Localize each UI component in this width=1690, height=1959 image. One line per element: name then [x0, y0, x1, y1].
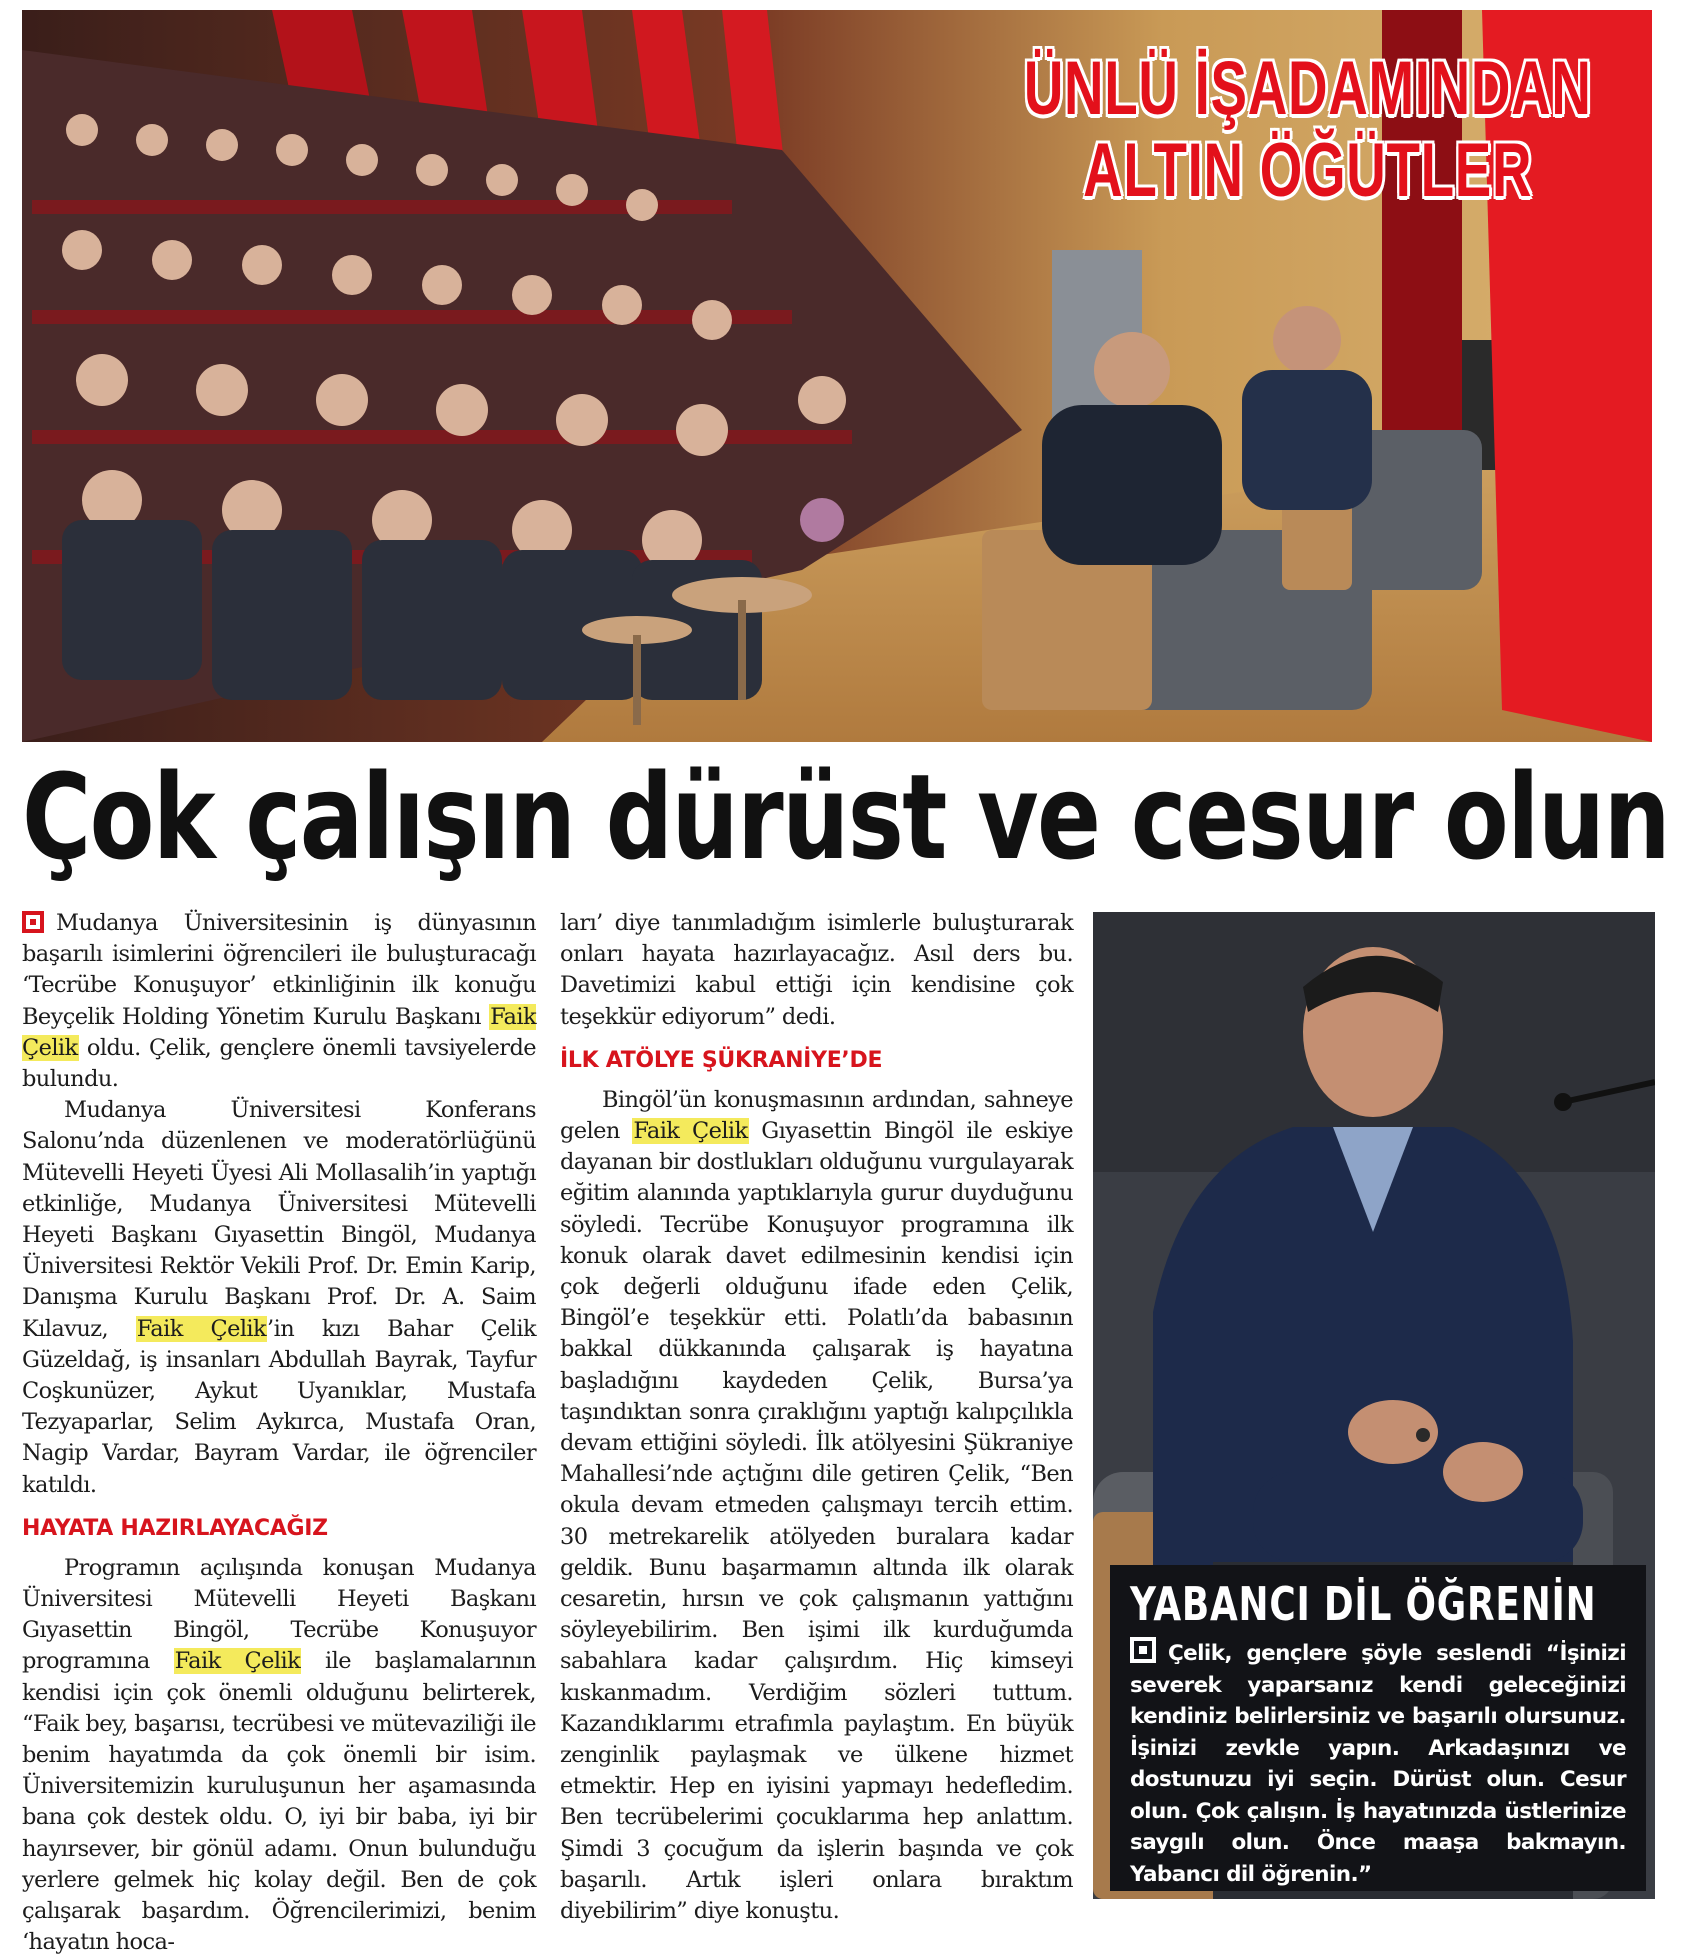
lead-paragraph: [22, 908, 536, 1095]
subheading-ilk-atolye: İLK ATÖLYE ŞÜKRANİYE’DE: [560, 1047, 883, 1073]
article-column-2: [560, 908, 1073, 1927]
article-headline: Çok çalışın dürüst ve cesur olun: [22, 748, 1670, 886]
paragraph-attendees: [22, 1095, 536, 1501]
sidebar-quote-text: Çelik, gençlere şöyle seslendi “İşinizi severek yaparsanız kendi geleceğinizi kendiniz belirlersiniz ve başarılı olursunuz. İşinizi zevkle yapın. Arkadaşınızı ve dostunuzu iyi seçin. Dürüst olun. Cesur olun. Çok çalışın. İş hayatınızda üstlerinize saygılı olun. Önce maaşa bakmayın. Yabancı dil öğrenin.”: [1130, 1641, 1626, 1887]
sidebar-title: YABANCI DİL ÖĞRENİN: [1130, 1577, 1597, 1631]
square-bullet-icon: [1130, 1637, 1156, 1663]
auditorium-photo: [22, 10, 1652, 742]
attendees-text-a: Mudanya Üniversitesi Konferans Salonu’nda düzenlenen ve moderatörlüğünü Mütevelli Heyeti Üyesi Ali Mollasalih’in yaptığı etkinliğe, Mudanya Üniversitesi Mütevelli Heyeti Başkanı Gıyasettin Bingöl, Mudanya Üniversitesi Rektör Vekili Prof. Dr. Emin Karip, Danışma Kurulu Başkanı Prof. Dr. A. Saim Kılavuz,: [22, 1097, 536, 1342]
opening-text-b: ile başlamalarının kendisi için çok önemli olduğunu belirterek, “Faik bey, başarısı, tecrübesi ve mütevaziliği ile benim hayatımda da çok önemli bir isim. Üniversitemizin kuruluşunun her aşamasında bana çok destek oldu. O, iyi bir baba, iyi bir hayırsever, bir gönül adamı. Onun bulunduğu yerlere gelmek hiç kolay değil. Ben de çok çalışarak başardım. Öğrencilerimizi, benim ‘hayatın hoca-: [22, 1648, 536, 1956]
sidebar-quote: [1130, 1637, 1626, 1890]
highlighted-name: Faik Çelik: [633, 1118, 748, 1145]
speech-text-b: Gıyasettin Bingöl ile eskiye dayanan bir dostlukları olduğunu vurgulayarak eğitim alanında yaptıklarıyla gurur duyduğunu söyledi. Tecrübe Konuşuyor programına ilk konuk olarak davet edilmesinin kendisi için çok değerli olduğunu ifade eden Çelik, Bingöl’e teşekkür etti. Polatlı’da babasının bakkal dükkanında çalışarak iş hayatına başladığını kaydeden Çelik, Bursa’ya taşındıktan sonra çıraklığını yaptığı kalıpçılıkla devam ettiğini söyledi. İlk atölyesini Şükraniye Mahallesi’nde açtığını dile getiren Çelik, “Ben okula devam etmeden çalışmayı tercih ettim. 30 metrekarelik atölyeden buralara kadar geldik. Bunu başarmamın altında ilk olarak cesaretin, hırsın ve çok çalışmanın yattığını söyleyebilirim. Ben işimi ilk kurduğumda sabahlara kadar çalışırdım. Hiç kimseyi kıskanmadım. Verdiğim sözleri tuttum. Kazandıklarımı etrafımla paylaştım. En büyük zenginlik paylaşmak ve ülkene hizmet etmektir. Hep en iyisini yapmayı hedefledim. Ben tecrübelerimi çocuklarıma hep anlattım. Şimdi 3 çocuğum da işlerin başında ve çok başarılı. Artık işleri onlara bıraktım diyebilirim” diye konuştu.: [560, 1118, 1073, 1925]
sidebar-quote-box: [1110, 1565, 1646, 1891]
overlay-line-1: ÜNLÜ İŞADAMINDAN: [1024, 46, 1592, 131]
lead-text-b: oldu. Çelik, gençlere önemli tavsiyelerde bulundu.: [22, 1034, 536, 1093]
highlighted-name: Faik Çelik: [136, 1315, 267, 1342]
paragraph-celik-speech: [560, 1085, 1073, 1927]
attendees-text-b: ’in kızı Bahar Çelik Güzeldağ, iş insanları Abdullah Bayrak, Tayfur Coşkunüzer, Aykut Uyanıklar, Mustafa Tezyaparlar, Selim Aykırca, Mustafa Oran, Nagip Vardar, Bayram Vardar, ile öğrenciler katıldı.: [22, 1315, 537, 1498]
speech-text-a: Bingöl’ün konuşmasının ardından, sahneye gelen: [560, 1086, 1073, 1145]
opening-text-a: Programın açılışında konuşan Mudanya Üniversitesi Mütevelli Heyeti Başkanı Gıyasettin Bingöl, Tecrübe Konuşuyor programına: [22, 1554, 536, 1675]
highlighted-name: Faik Çelik: [22, 1003, 536, 1061]
photo-overlay-headline: [1024, 48, 1592, 212]
paragraph-continued: ları’ diye tanımladığım isimlerle buluşturarak onları hayata hazırlayacağız. Asıl ders bu. Davetimizi kabul ettiği için kendisine çok teşekkür ediyorum” dedi.: [560, 910, 1073, 1030]
lead-text-a: Mudanya Üniversitesinin iş dünyasının başarılı isimlerini öğrencileri ile buluşturacağı ‘Tecrübe Konuşuyor’ etkinliğinin ilk konuğu Beyçelik Holding Yönetim Kurulu Başkanı: [22, 910, 536, 1030]
article-column-1: [22, 908, 536, 1959]
highlighted-name: Faik Çelik: [174, 1648, 301, 1675]
square-bullet-icon: [22, 911, 44, 933]
overlay-line-2: ALTIN ÖĞÜTLER: [1083, 128, 1533, 213]
paragraph-opening: [22, 1553, 536, 1959]
subheading-hayata: HAYATA HAZIRLAYACAĞIZ: [22, 1515, 328, 1541]
